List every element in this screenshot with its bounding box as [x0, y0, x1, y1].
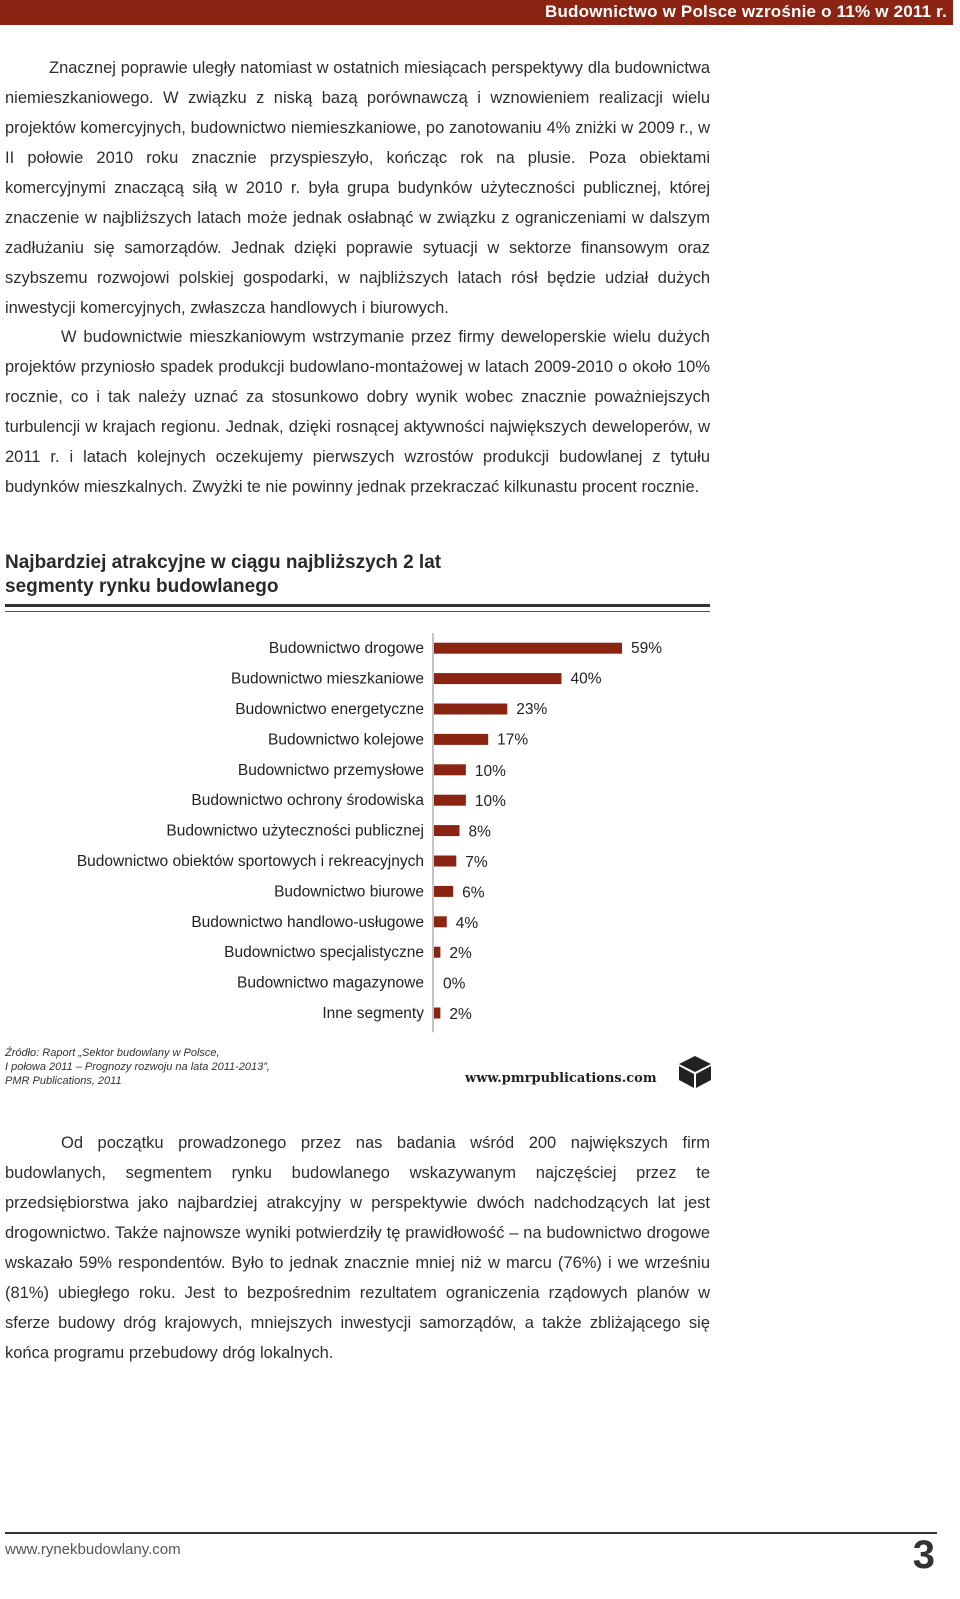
value-label: 23% [516, 701, 548, 718]
bar [434, 673, 561, 684]
category-label: Budownictwo obiektów sportowych i rekreacyjnych [76, 853, 424, 870]
chart-source [5, 1046, 315, 1088]
page-number: 3 [912, 1533, 935, 1577]
category-label: Budownictwo przemysłowe [237, 761, 424, 779]
bar [434, 795, 466, 806]
header-bar [0, 0, 953, 25]
chart-title: Najbardziej atrakcyjne w ciągu najbliższych 2 lat segmenty rynku budowlanego [5, 552, 442, 597]
publisher-link[interactable]: www.pmrpublications.com [465, 1071, 657, 1086]
category-label: Inne segmenty [322, 1005, 424, 1022]
value-label: 0% [443, 975, 466, 993]
footer-url[interactable]: www.rynekbudowlany.com [5, 1541, 181, 1558]
bar-chart [0, 625, 720, 1040]
category-label: Budownictwo mieszkaniowe [231, 670, 424, 688]
paragraph-1-text: Znacznej poprawie uległy natomiast w ostatnich miesiącach perspektywy dla budownictwa niemieszkaniowego. W związku z niską bazą porównawczą i wznowieniem realizacji wielu projektów komercyjnych, budownictwo niemieszkaniowe, po zanotowaniu 4% zniżki w 2009 r., w II połowie 2010 roku znacznie przyspieszyło, kończąc rok na plusie. Poza obiektami komercyjnymi znaczącą siłą w 2010 r. była grupa budynków użyteczności publicznej, której znaczenie w najbliższych latach może jednak osłabnąć w związku z ograniczeniami w dalszym zadłużaniu się samorządów. Jednak dzięki poprawie sytuacji w sektorze finansowym oraz szybszemu rozwojowi polskiej gospodarki, w najbliższych latach rósł będzie udział dużych inwestycji komercyjnych, zwłaszcza handlowych i biurowych. [5, 59, 710, 317]
value-label: 40% [570, 670, 602, 688]
paragraph-2-text: W budownictwie mieszkaniowym wstrzymanie przez firmy deweloperskie wielu dużych projektów przyniosło spadek produkcji budowlano-montażowej w latach 2009-2010 o około 10% rocznie, co i tak należy uznać za stosunkowo dobry wynik wobec znacznie poważniejszych turbulencji w krajach regionu. Jednak, dzięki rosnącej aktywności największych deweloperów, w 2011 r. i latach kolejnych oczekujemy pierwszych wzrostów produkcji budowlanej z tytułu budynków mieszkalnych. Zwyżki te nie powinny jednak przekraczać kilkunastu procent rocznie. [5, 328, 710, 496]
value-label: 2% [449, 945, 472, 963]
category-label: Budownictwo magazynowe [237, 974, 424, 992]
chart-divider [5, 604, 710, 607]
source-line: I połowa 2011 – Prognozy rozwoju na lata 2011-2013”, [5, 1061, 270, 1073]
article-paragraph [5, 1128, 710, 1368]
bar [434, 764, 466, 775]
bar [434, 643, 622, 654]
category-label: Budownictwo drogowe [268, 640, 424, 658]
category-label: Budownictwo biurowe [274, 883, 424, 901]
bar [434, 734, 488, 745]
category-label: Budownictwo kolejowe [268, 731, 424, 749]
paragraph-3-text: Od początku prowadzonego przez nas badania wśród 200 największych firm budowlanych, segmentem rynku budowlanego wskazywanym najczęściej przez te przedsiębiorstwa jako najbardziej atrakcyjny w perspektywie dwóch nadchodzących lat jest drogownictwo. Także najnowsze wyniki potwierdziły tę prawidłowość – na budownictwo drogowe wskazało 59% respondentów. Było to jednak znacznie mniej niż w marcu (76%) i we wrześniu (81%) ubiegłego roku. Jest to bezpośrednim rezultatem ograniczenia rządowych planów w sferze budowy dróg krajowych, mniejszych inwestycji samorządów, a także zbliżającego się końca programu przebudowy dróg lokalnych. [5, 1134, 710, 1362]
value-label: 17% [497, 731, 529, 749]
category-label: Budownictwo ochrony środowiska [191, 792, 424, 810]
article-paragraph [5, 322, 710, 502]
header-title: Budownictwo w Polsce wzrośnie o 11% w 2011 r. [544, 2, 947, 21]
category-label: Budownictwo energetyczne [235, 701, 424, 718]
chart-divider [5, 611, 710, 612]
source-line: PMR Publications, 2011 [5, 1075, 122, 1087]
value-label: 8% [468, 823, 491, 841]
value-label: 59% [631, 640, 663, 658]
value-label: 6% [462, 884, 485, 902]
category-label: Budownictwo specjalistyczne [224, 944, 424, 962]
value-label: 2% [449, 1006, 472, 1023]
category-label: Budownictwo użyteczności publicznej [166, 822, 424, 840]
value-label: 10% [474, 793, 506, 811]
value-label: 4% [455, 914, 479, 932]
bar [434, 856, 456, 867]
source-line: Źródło: Raport „Sektor budowlany w Polsce, [5, 1047, 220, 1059]
bar [434, 947, 440, 958]
bar [434, 825, 459, 836]
bar [434, 886, 453, 897]
bar [434, 916, 447, 927]
value-label: 7% [465, 854, 488, 871]
article-paragraph [5, 53, 710, 323]
pmr-cube-logo-icon [678, 1055, 712, 1089]
bar [434, 704, 507, 715]
bar [434, 1008, 440, 1019]
category-label: Budownictwo handlowo-usługowe [191, 913, 424, 931]
footer-rule [5, 1532, 937, 1534]
value-label: 10% [474, 762, 506, 780]
